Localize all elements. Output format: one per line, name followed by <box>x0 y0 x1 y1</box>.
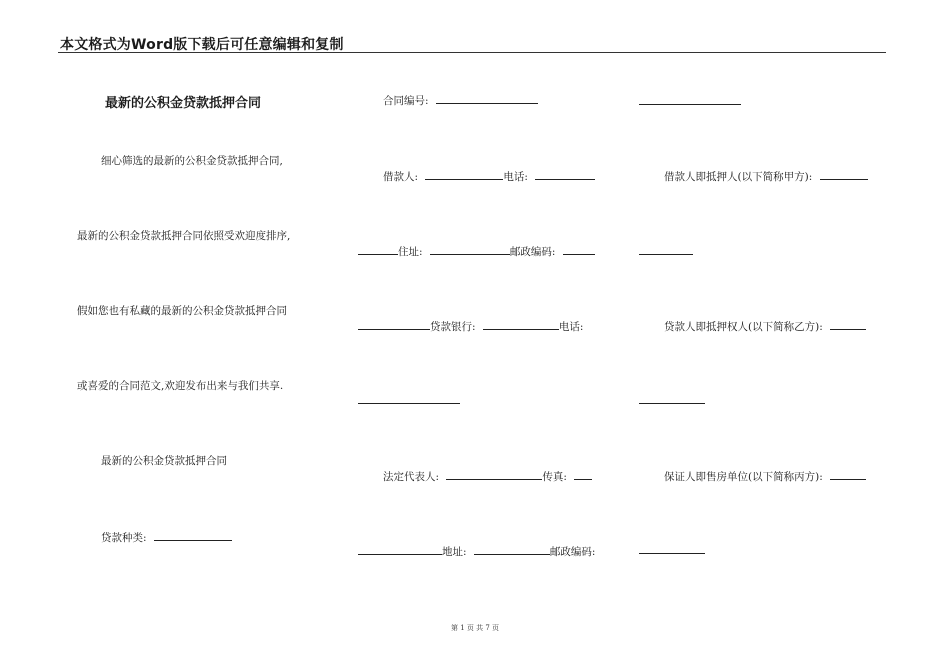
legal-rep-row <box>383 468 592 484</box>
borrower-field[interactable] <box>425 168 503 180</box>
borrower-label: 借款人: <box>383 171 419 183</box>
intro-line-2: 最新的公积金贷款抵押合同依照受欢迎度排序, <box>77 230 291 242</box>
borrower-continue-field[interactable] <box>358 243 398 255</box>
right-blank-line-3[interactable] <box>639 402 705 404</box>
party-a-field[interactable] <box>820 168 868 180</box>
guarantor-address-row <box>358 543 595 559</box>
guarantor-postcode-label: 邮政编码: <box>549 546 596 558</box>
guarantor-address-label: 地址: <box>442 546 467 558</box>
party-c-field[interactable] <box>830 468 866 480</box>
party-a-row <box>664 168 868 184</box>
party-b-label: 贷款人即抵押权人(以下简称乙方): <box>664 321 823 333</box>
loan-type-row <box>101 529 232 545</box>
borrower-phone-field[interactable] <box>535 168 595 180</box>
party-c-row <box>664 468 866 484</box>
page-number: 第 1 页 共 7 页 <box>450 624 500 632</box>
legal-rep-label: 法定代表人: <box>383 471 440 483</box>
lender-bank-field[interactable] <box>483 318 559 330</box>
guarantor-continue-field[interactable] <box>358 543 442 555</box>
lender-bank-label: 贷款银行: <box>430 321 476 333</box>
party-b-row <box>664 318 866 334</box>
party-a-label: 借款人即抵押人(以下简称甲方): <box>664 171 813 183</box>
intro-line-4: 或喜爱的合同范文,欢迎发布出来与我们共享. <box>77 380 284 392</box>
borrower-row <box>383 168 595 184</box>
borrower-address-label: 住址: <box>398 246 423 258</box>
header-divider <box>58 52 886 53</box>
subtitle-line: 最新的公积金贷款抵押合同 <box>101 455 227 467</box>
right-blank-line-4[interactable] <box>639 552 705 554</box>
party-c-label: 保证人即售房单位(以下简称丙方): <box>664 471 823 483</box>
loan-type-field[interactable] <box>154 529 232 541</box>
lender-phone-label: 电话: <box>558 321 584 333</box>
lender-continue-field[interactable] <box>358 318 430 330</box>
fax-field[interactable] <box>574 468 592 480</box>
borrower-address-row <box>358 243 595 259</box>
party-b-field[interactable] <box>830 318 866 330</box>
header-title: 本文格式为Word版下载后可任意编辑和复制 <box>60 37 344 53</box>
contract-number-field[interactable] <box>436 92 538 104</box>
right-blank-line-1[interactable] <box>639 103 741 105</box>
intro-line-1: 细心筛选的最新的公积金贷款抵押合同, <box>101 155 283 167</box>
document-title: 最新的公积金贷款抵押合同 <box>105 96 262 111</box>
right-blank-line-2[interactable] <box>639 253 693 255</box>
contract-number-label: 合同编号: <box>383 95 429 107</box>
borrower-address-field[interactable] <box>430 243 510 255</box>
borrower-postcode-label: 邮政编码: <box>509 246 556 258</box>
borrower-phone-label: 电话: <box>503 171 528 183</box>
intro-line-3: 假如您也有私藏的最新的公积金贷款抵押合同 <box>77 305 287 317</box>
fax-label: 传真: <box>542 471 567 483</box>
legal-rep-field[interactable] <box>446 468 542 480</box>
loan-type-label: 贷款种类: <box>101 532 147 544</box>
contract-number-row <box>383 92 538 108</box>
lender-bank-row <box>358 318 583 334</box>
guarantor-address-field[interactable] <box>474 543 550 555</box>
lender-phone-field[interactable] <box>358 402 460 404</box>
borrower-postcode-field[interactable] <box>563 243 595 255</box>
